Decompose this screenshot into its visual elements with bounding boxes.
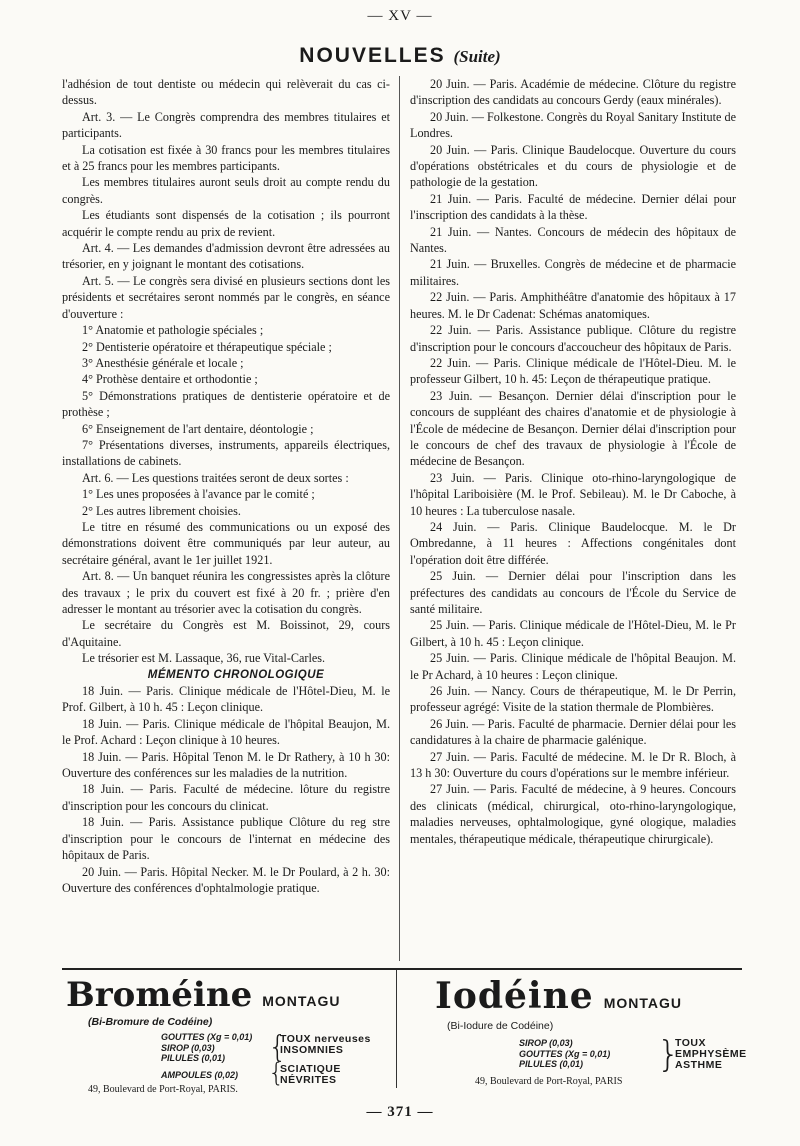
memento-entry: 27 Juin. — Paris. Faculté de médecine, à 9 heures. Concours des clinicats (médical, chirurgical, oto-rhino-laryngologique, maladies nerveuses, ophtalmologique, gyné ologique, maladies mentales, thérapeutique médicale, thérapeutique chirurgicale). <box>410 782 736 846</box>
question-list-item: 2° Les autres librement choisies. <box>82 503 241 518</box>
memento-entry: 22 Juin. — Paris. Amphithéâtre d'anatomie des hôpitaux à 17 heures. M. le Dr Cadenat: Schémas anatomiques. <box>410 290 736 321</box>
advertisement-band <box>62 968 747 1095</box>
memento-entry: 25 Juin. — Dernier délai pour l'inscription dans les préfectures des candidats au concours de l'École du Service de santé militaire. <box>410 569 736 616</box>
memento-entry: 25 Juin. — Paris. Clinique médicale de l'Hôtel-Dieu, M. le Pr Gilbert, à 10 h. 45 : Leçon clinique. <box>410 618 736 649</box>
memento-entry: 21 Juin. — Nantes. Concours de médecin des hôpitaux de Nantes. <box>410 224 736 256</box>
brace-glyph: { <box>268 1030 288 1065</box>
memento-entry: 20 Juin. — Paris. Académie de médecine. Clôture du registre d'inscription des candidats au concours Gerdy (eaux minérales). <box>410 77 736 108</box>
iodeine-form-item: SIROP (0,03) <box>519 1038 573 1048</box>
paragraph: Les membres titulaires auront seuls droit au compte rendu du congrès. <box>62 175 390 206</box>
bromeine-ampoules: AMPOULES (0,02) <box>161 1069 239 1080</box>
memento-entry: 25 Juin. — Paris. Clinique médicale de l'hôpital Beaujon. M. le Pr Achard, à 10 heures : Leçon clinique. <box>410 651 736 682</box>
bromeine-form-item: GOUTTES (Xg = 0,01) <box>161 1032 253 1042</box>
page-number: — 371 — <box>366 1104 434 1120</box>
section-list-item: 2° Dentisterie opératoire et thérapeutique spéciale ; <box>82 339 332 354</box>
section-list-item: 3° Anesthésie générale et locale ; <box>82 355 244 370</box>
section-list-item: 5° Démonstrations pratiques de dentisterie opératoire et de prothèse ; <box>62 388 390 420</box>
paragraph: Art. 8. — Un banquet réunira les congressistes après la clôture des travaux ; le prix du couvert est fixé à 20 fr. ; prière d'en adresser le montant au trésorier avec la cotisation du congrès. <box>62 569 390 616</box>
section-list-item: 1° Anatomie et pathologie spéciales ; <box>82 323 264 338</box>
paragraph: Art. 6. — Les questions traitées seront de deux sortes : <box>82 470 349 485</box>
memento-entry: 21 Juin. — Paris. Faculté de médecine. Dernier délai pour l'inscription des candidats à la thèse. <box>410 191 736 223</box>
paragraph: Art. 5. — Le congrès sera divisé en plusieurs sections dont les présidents et secrétaires seront nommés par le congrès, en séance d'ouverture : <box>62 273 390 321</box>
bromeine-form-item: SIROP (0,03) <box>161 1042 215 1053</box>
memento-entry: 21 Juin. — Bruxelles. Congrès de médecine et de pharmacie militaires. <box>410 257 736 288</box>
section-list-item: 6° Enseignement de l'art dentaire, déontologie ; <box>82 421 314 436</box>
bromeine-advertisement <box>66 975 386 1095</box>
memento-entry: 18 Juin. — Paris. Clinique médicale de l'Hôtel-Dieu, M. le Prof. Gilbert, à 10 h. 45 : Leçon clinique. <box>62 684 390 715</box>
bromeine-indications-2 <box>280 1064 341 1086</box>
bromeine-form-item: PILULES (0,01) <box>161 1053 226 1063</box>
indication: TOUX <box>675 1037 706 1049</box>
iodeine-subtitle: (Bi-Iodure de Codéine) <box>447 1020 554 1032</box>
bromeine-address: 49, Boulevard de Port-Royal, PARIS. <box>88 1084 238 1095</box>
paragraph: Le trésorier est M. Lassaque, 36, rue Vital-Carles. <box>82 651 326 666</box>
paragraph: Le secrétaire du Congrès est M. Boissinot, 29, cours d'Aquitaine. <box>62 618 390 649</box>
indication: NÉVRITES <box>280 1074 337 1086</box>
memento-entry: 22 Juin. — Paris. Assistance publique. Clôture du registre d'inscription pour le concours d'accoucheur des hôpitaux de Paris. <box>410 323 736 354</box>
memento-entry: 18 Juin. — Paris. Assistance publique Clôture du reg stre d'inscription pour le concours de l'internat en médecine des hôpitaux de Paris. <box>62 815 390 863</box>
memento-entry: 27 Juin. — Paris. Faculté de médecine. M. le Dr R. Bloch, à 13 h 30: Ouverture du cours d'opérations sur le membre inférieur. <box>410 749 736 781</box>
indication: INSOMNIES <box>280 1044 344 1056</box>
memento-entry: 23 Juin. — Besançon. Dernier délai d'inscription pour le concours de suppléant des chaires d'anatomie et de physiologie à l'École de médecine de Besançon. Dernier délai d'inscription pour le concours de chef des travaux de physiologie à l'École de médecine de Besançon. <box>410 388 736 469</box>
memento-entry: 18 Juin. — Paris. Hôpital Tenon M. le Dr Rathery, à 10 h 30: Ouverture des conférences sur les maladies de la nutrition. <box>62 749 390 781</box>
memento-entry: 24 Juin. — Paris. Clinique Baudelocque. M. le Dr Ombredanne, à 11 heures : Affections congénitales dont l'opération doit être différée. <box>410 519 736 567</box>
memento-entry: 26 Juin. — Nancy. Cours de thérapeutique, M. le Dr Perrin, professeur agrégé: Visite de la station thermale de Plombières. <box>410 684 736 715</box>
memento-entry: 26 Juin. — Paris. Faculté de pharmacie. Dernier délai pour les candidatures à la chaire de pharmacie galénique. <box>410 716 736 748</box>
iodeine-advertisement <box>407 975 747 1090</box>
iodeine-forms <box>519 1038 610 1070</box>
brace-glyph: { <box>268 1058 285 1088</box>
section-list-item: 4° Prothèse dentaire et orthodontie ; <box>82 372 258 387</box>
memento-entry: 20 Juin. — Paris. Hôpital Necker. M. le Dr Poulard, à 2 h. 30: Ouverture des conférences d'ophtalmologie pratique. <box>62 864 390 895</box>
bromeine-forms <box>161 1032 252 1080</box>
ad-divider <box>396 970 397 1088</box>
memento-entry: 18 Juin. — Paris. Faculté de médecine. lôture du registre d'inscription pour les concours du clinicat. <box>62 782 390 813</box>
memento-entry: 18 Juin. — Paris. Clinique médicale de l'hôpital Beaujon, M. le Prof. Achard : Leçon clinique à 10 heures. <box>62 716 390 748</box>
bromeine-maker: MONTAGU <box>262 993 341 1009</box>
iodeine-maker: MONTAGU <box>603 995 682 1011</box>
memento-entry: 23 Juin. — Paris. Clinique oto-rhino-laryngologique de l'hôpital Lariboisière (M. le Prof. Sebileau). M. le Dr Caboche, à 10 heures : La tuberculose nasale. <box>410 470 736 518</box>
indication: TOUX nerveuses <box>280 1033 371 1045</box>
iodeine-brand: Iodéine <box>435 975 594 1017</box>
memento-heading: MÉMENTO CHRONOLOGIQUE <box>147 668 325 681</box>
paragraph: Art. 4. — Les demandes d'admission devront être adressées au trésorier, en y joignant le montant des cotisations. <box>62 241 390 272</box>
paragraph: l'adhésion de tout dentiste ou médecin qui relèverait du cas ci-dessus. <box>62 77 390 108</box>
iodeine-form-item: GOUTTES (Xg = 0,01) <box>519 1048 611 1059</box>
paragraph: Le titre en résumé des communications ou un exposé des démonstrations doivent être communiqués par leur auteur, au secrétaire général, avant le 1er juillet 1921. <box>62 519 390 567</box>
section-title-text: NOUVELLES <box>299 44 446 67</box>
bromeine-subtitle: (Bi-Bromure de Codéine) <box>88 1016 213 1028</box>
iodeine-indications <box>675 1038 747 1071</box>
paragraph: Art. 3. — Le Congrès comprendra des membres titulaires et participants. <box>62 109 390 141</box>
memento-entry: 20 Juin. — Folkestone. Congrès du Royal Sanitary Institute de Londres. <box>410 109 736 141</box>
left-column <box>62 76 390 896</box>
indication: SCIATIQUE <box>280 1063 341 1075</box>
page-roman-numeral: — XV — <box>367 8 433 24</box>
bromeine-brand: Broméine <box>66 975 253 1015</box>
section-title <box>0 44 800 68</box>
right-column <box>410 76 736 847</box>
paragraph: La cotisation est fixée à 30 francs pour les membres titulaires et à 25 francs pour les membres participants. <box>62 142 390 174</box>
iodeine-form-item: PILULES (0,01) <box>519 1059 584 1069</box>
iodeine-address: 49, Boulevard de Port-Royal, PARIS <box>475 1076 623 1087</box>
bromeine-indications-1 <box>280 1034 371 1056</box>
indication: ASTHME <box>675 1059 723 1071</box>
section-list-item: 7° Présentations diverses, instruments, appareils électriques, installations de cabinets. <box>62 437 390 469</box>
paragraph: Les étudiants sont dispensés de la cotisation ; ils pourront acquérir le compte rendu au prix de revient. <box>62 208 390 239</box>
brace-glyph: } <box>657 1034 680 1075</box>
question-list-item: 1° Les unes proposées à l'avance par le comité ; <box>82 487 315 502</box>
section-title-suite: (Suite) <box>453 47 501 66</box>
indication: EMPHYSÈME <box>675 1048 747 1060</box>
memento-entry: 22 Juin. — Paris. Clinique médicale de l'Hôtel-Dieu. M. le professeur Gilbert, 10 h. 45: Leçon de thérapeutique pratique. <box>410 355 736 387</box>
memento-entry: 20 Juin. — Paris. Clinique Baudelocque. Ouverture du cours d'opérations obstétricales et du cours de physiologie et de pathologie de la gestation. <box>410 142 736 190</box>
